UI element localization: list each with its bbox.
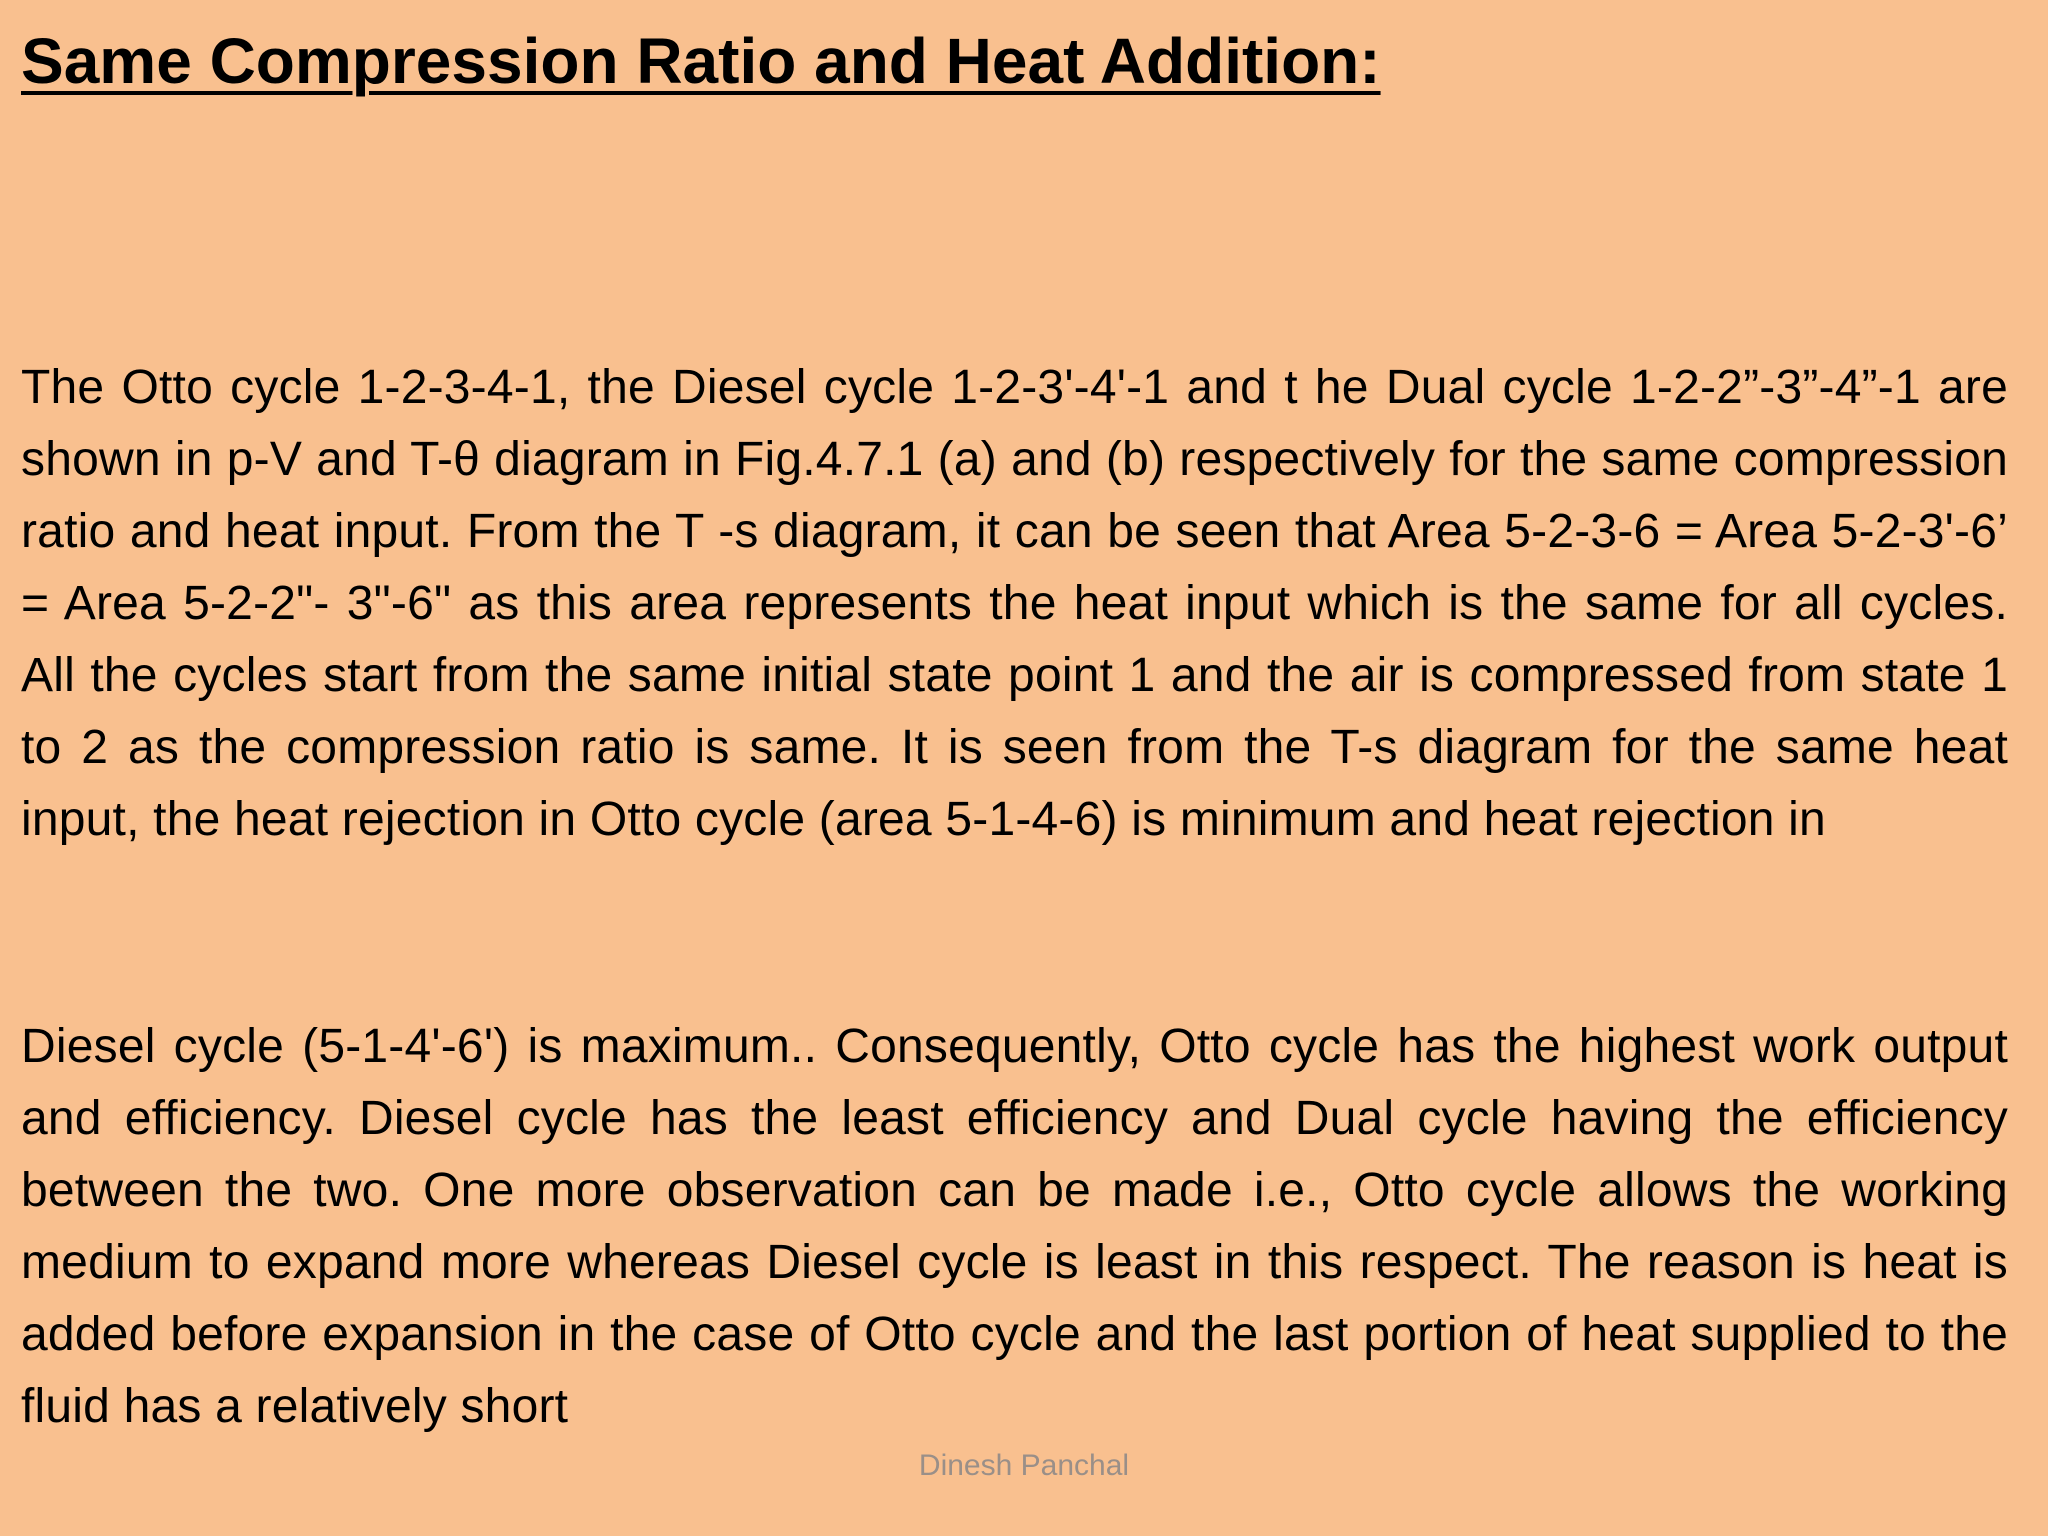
body-paragraph-1: The Otto cycle 1-2-3-4-1, the Diesel cycle 1-2-3'-4'-1 and t he Dual cycle 1-2-2”-3”-4”-1 are shown in p-V and T-θ diagram in Fig.4.7.1 (a) and (b) respectively for the same compression ratio and heat input. From the T -s diagram, it can be seen that Area 5-2-3-6 = Area 5-2-3'-6’ = Area 5-2-2"- 3"-6" as this area represents the heat input which is the same for all cycles. All the cycles start from the same initial state point 1 and the air is compressed from state 1 to 2 as the compression ratio is same. It is seen from the T-s diagram for the same heat input, the heat rejection in Otto cycle (area 5-1-4-6) is minimum and heat rejection in — [21, 361, 2008, 846]
body-paragraph-2: Diesel cycle (5-1-4'-6') is maximum.. Consequently, Otto cycle has the highest work output and efficiency. Diesel cycle has the least efficiency and Dual cycle having the efficiency between the two. One more observation can be made i.e., Otto cycle allows the working medium to expand more whereas Diesel cycle is least in this respect. The reason is heat is added before expansion in the case of Otto cycle and the last portion of heat supplied to the fluid has a relatively short — [21, 1020, 2008, 1433]
slide-title: Same Compression Ratio and Heat Addition: — [21, 25, 1381, 97]
footer-author: Dinesh Panchal — [918, 1449, 1130, 1482]
